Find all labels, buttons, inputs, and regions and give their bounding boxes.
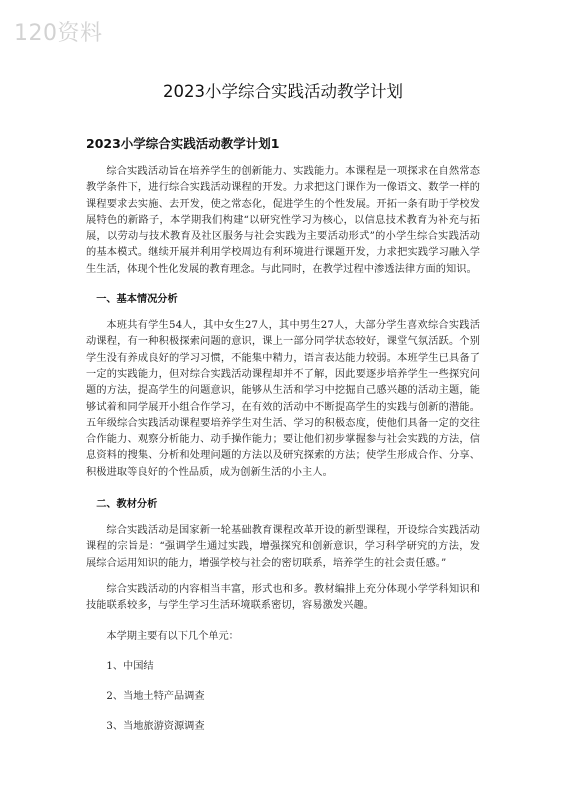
document-body	[86, 164, 480, 735]
heading-basic-situation: 一、基本情况分析	[96, 294, 178, 306]
paragraph-basic-situation: 本班共有学生54人，其中女生27人，其中男生27人，大部分学生喜欢综合实践活动课程，有一种积极探索问题的意识，课上一部分同学状态较好，课堂气氛活跃。个别学生没有养成良好的学习习惯，不能集中精力，语言表达能力较弱。本班学生已具备了一定的实践能力，但对综合实践活动课程却并不了解，因此要逐步培养学生一些探究问题的方法，提高学生的问题意识，能够从生活和学习中挖掘自己感兴趣的活动主题，能够试着和同学展开小组合作学习，在有效的活动中不断提高学生的实践与创新的潜能。五年级综合实践活动课程要培养学生对生活、学习的积极态度，使他们具备一定的交往合作能力、观察分析能力、动手操作能力；要让他们初步掌握参与社会实践的方法，信息资料的搜集、分析和处理问题的方法以及研究探索的方法；使学生形成合作、分享、积极进取等良好的个性品质，成为创新生活的小主人。	[86, 320, 480, 478]
watermark: 120资料	[14, 21, 103, 46]
document-title: 2023小学综合实践活动教学计划	[163, 82, 403, 101]
heading-textbook-analysis: 二、教材分析	[96, 499, 158, 511]
section-title: 2023小学综合实践活动教学计划1	[86, 136, 280, 151]
paragraph-content-richness: 综合实践活动的内容相当丰富，形式也和多。教材编排上充分体现小学学科知识和技能联系较多，与学生学习生活环境联系密切，容易激发兴趣。	[86, 583, 480, 612]
intro-paragraph: 综合实践活动旨在培养学生的创新能力、实践能力。本课程是一项探求在自然常态教学条件下，进行综合实践活动课程的开发。力求把这门课作为一像语文、数学一样的课程要求去实施、去开发，使之常态化，促进学生的个性发展。开拓一条有助于学校发展特色的新路子，本学期我们构建“以研究性学习为核心，以信息技术教育为补充与拓展，以劳动与技术教育及社区服务与社会实践为主要活动形式”的小学生综合实践活动的基本模式。继续开展并利用学校周边有利环境进行课题开发，力求把实践学习融入学生生活，体现个性化发展的教育理念。与此同时，在教学过程中渗透法律方面的知识。	[86, 166, 480, 275]
units-intro: 本学期主要有以下几个单元：	[106, 630, 239, 642]
paragraph-textbook-analysis: 综合实践活动是国家新一轮基础教育课程改革开设的新型课程，开设综合实践活动课程的宗旨是：“强调学生通过实践，增强探究和创新意识，学习科学研究的方法，发展综合运用知识的能力，增强学校与社会的密切联系，培养学生的社会责任感。”	[86, 525, 480, 569]
unit-item-2: 2、当地土特产品调查	[106, 690, 205, 702]
unit-item-1: 1、中国结	[106, 660, 154, 672]
unit-item-3: 3、当地旅游资源调查	[106, 720, 205, 732]
